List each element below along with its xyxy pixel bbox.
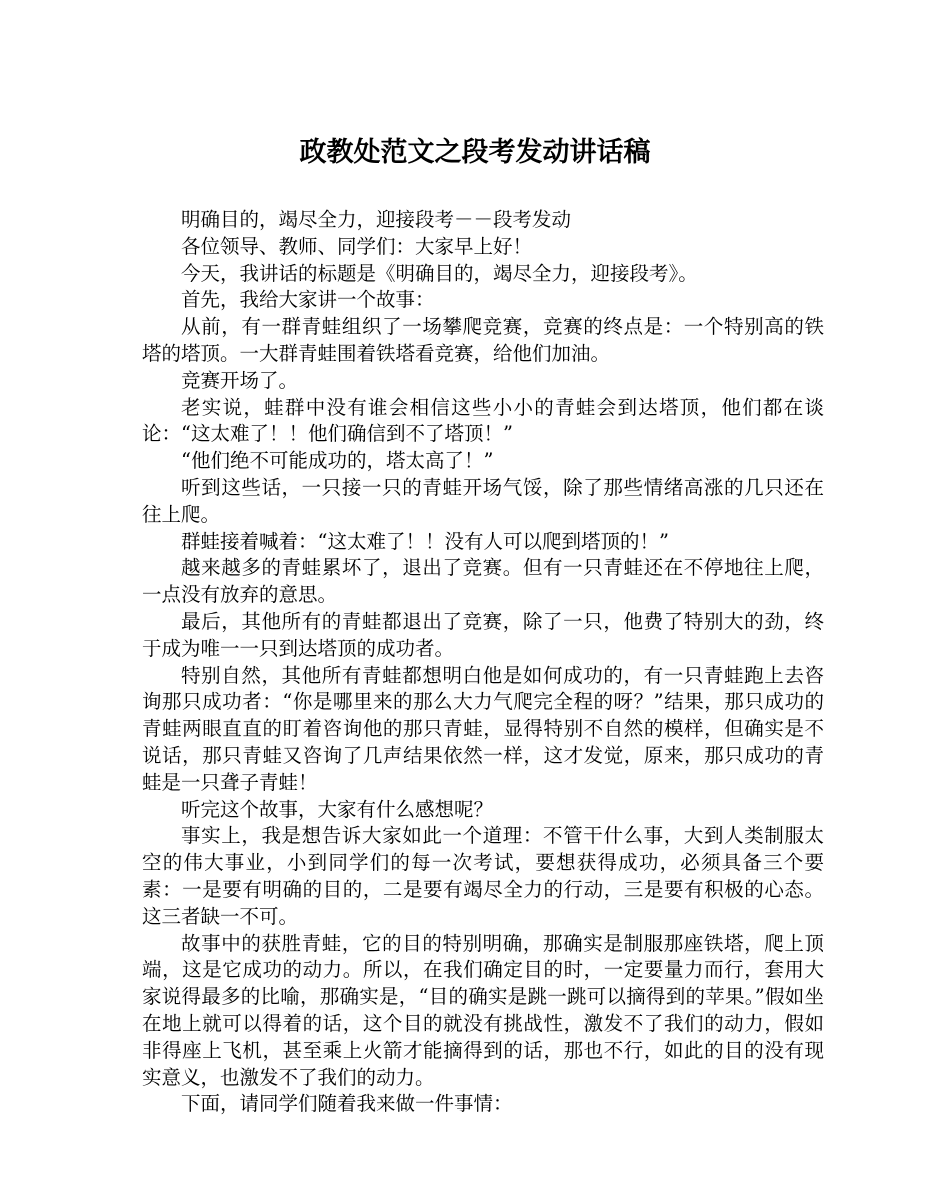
paragraph: 今天，我讲话的标题是《明确目的，竭尽全力，迎接段考》。	[181, 261, 698, 285]
document-body	[142, 207, 824, 1118]
paragraph: 故事中的获胜青蛙，它的目的特别明确，那确实是制服那座铁塔，爬上顶端，这是它成功的动力。所以，在我们确定目的时，一定要量力而行，套用大家说得最多的比喻，那确实是，“目的确实是跳一跳可以摘得到的苹果。”假如坐在地上就可以得着的话，这个目的就没有挑战性，激发不了我们的动力，假如非得座上飞机，甚至乘上火箭才能摘得到的话，那也不行，如此的目的没有现实意义，也激发不了我们的动力。	[142, 931, 824, 1089]
paragraph: 明确目的，竭尽全力，迎接段考－－段考发动	[181, 208, 572, 231]
paragraph: 最后，其他所有的青蛙都退出了竞赛，除了一只，他费了特别大的劲，终于成为唯一一只到达塔顶的成功者。	[142, 609, 824, 660]
paragraph: 各位领导、教师、同学们：大家早上好！	[181, 234, 533, 258]
paragraph: 下面，请同学们随着我来做一件事情：	[181, 1092, 513, 1116]
paragraph: 特别自然，其他所有青蛙都想明白他是如何成功的，有一只青蛙跑上去咨询那只成功者：“你是哪里来的那么大力气爬完全程的呀？”结果，那只成功的青蛙两眼直直的盯着咨询他的那只青蛙，显得特别不自然的模样，但确实是不说话，那只青蛙又咨询了几声结果依然一样，这才发觉，原来，那只成功的青蛙是一只聋子青蛙！	[142, 663, 824, 794]
paragraph: 听完这个故事，大家有什么感想呢？	[181, 797, 494, 821]
paragraph: 越来越多的青蛙累坏了，退出了竞赛。但有一只青蛙还在不停地往上爬，一点没有放弃的意思。	[142, 556, 824, 607]
document-title: 政教处范文之段考发动讲话稿	[299, 137, 651, 168]
paragraph: 竞赛开场了。	[181, 368, 299, 392]
paragraph: 首先，我给大家讲一个故事：	[181, 288, 435, 312]
paragraph: 老实说，蛙群中没有谁会相信这些小小的青蛙会到达塔顶，他们都在谈论：“这太难了！！他们确信到不了塔顶！”	[142, 395, 824, 446]
paragraph: “他们绝不可能成功的，塔太高了！”	[181, 449, 494, 473]
paragraph: 群蛙接着喊着：“这太难了！！没有人可以爬到塔顶的！”	[181, 529, 669, 553]
paragraph: 听到这些话，一只接一只的青蛙开场气馁，除了那些情绪高涨的几只还在往上爬。	[142, 475, 824, 526]
paragraph: 事实上，我是想告诉大家如此一个道理：不管干什么事，大到人类制服太空的伟大事业，小到同学们的每一次考试，要想获得成功，必须具备三个要素：一是要有明确的目的，二是要有竭尽全力的行动，三是要有积极的心态。这三者缺一不可。	[142, 824, 824, 928]
paragraph: 从前，有一群青蛙组织了一场攀爬竞赛，竞赛的终点是：一个特别高的铁塔的塔顶。一大群青蛙围着铁塔看竞赛，给他们加油。	[142, 315, 824, 365]
